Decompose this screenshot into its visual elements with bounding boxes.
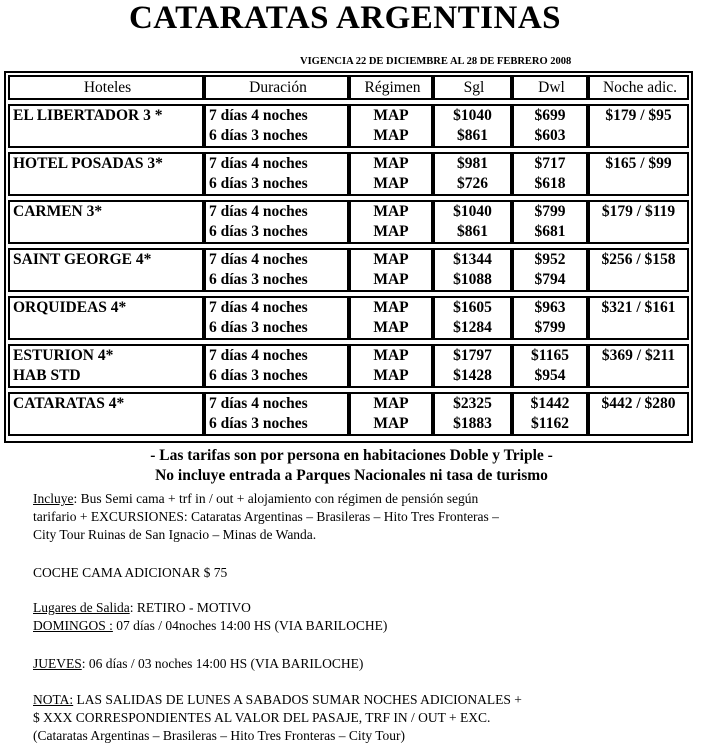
sgl-cell-line-1: $2325 — [453, 395, 492, 412]
dwl-cell-line-2: $681 — [534, 223, 566, 240]
dwl-cell — [512, 344, 588, 388]
dwl-cell-line-1: $699 — [534, 107, 566, 124]
regimen-cell-line-1: MAP — [373, 155, 409, 172]
dwl-cell-line-1: $963 — [534, 299, 566, 316]
dwl-cell-line-1: $717 — [534, 155, 566, 172]
regimen-cell-line-2: MAP — [373, 271, 409, 288]
noche-value: $256 / $158 — [601, 251, 676, 268]
hotel-cell-line-1: CARMEN 3* — [13, 203, 103, 220]
noche-value: $179 / $119 — [601, 203, 676, 220]
page-title: CATARATAS ARGENTINAS — [128, 0, 562, 36]
noche-value: $179 / $95 — [605, 107, 672, 124]
dwl-cell — [512, 104, 588, 148]
sgl-cell — [433, 104, 512, 148]
hotel-cell-line-1: EL LIBERTADOR 3 * — [13, 107, 163, 124]
sgl-cell-line-1: $1797 — [453, 347, 492, 364]
incluye-text-1: : Bus Semi cama + trf in / out + alojamiento con régimen de pensión según — [73, 491, 479, 506]
sgl-cell-line-1: $1605 — [453, 299, 492, 316]
sgl-cell-line-1: $981 — [457, 155, 488, 172]
sgl-cell — [433, 296, 512, 340]
duracion-cell — [204, 392, 349, 436]
sgl-cell — [433, 392, 512, 436]
nota-text-2: $ XXX CORRESPONDIENTES AL VALOR DEL PASAJE, TRF IN / OUT + EXC. — [33, 710, 491, 725]
sgl-cell — [433, 248, 512, 292]
regimen-cell-line-1: MAP — [373, 395, 409, 412]
duracion-cell-line-2: 6 días 3 noches — [209, 175, 308, 192]
hotel-cell — [8, 248, 204, 292]
sgl-cell — [433, 152, 512, 196]
domingos-text: 07 días / 04noches 14:00 HS (VIA BARILOCHE) — [112, 618, 388, 633]
duracion-cell-line-2: 6 días 3 noches — [209, 271, 308, 288]
noche-cell — [588, 296, 689, 340]
jueves-label: JUEVES — [33, 656, 82, 671]
incluye-block — [33, 490, 499, 544]
duracion-cell-line-1: 7 días 4 noches — [209, 251, 308, 268]
duracion-cell-line-2: 6 días 3 noches — [209, 319, 308, 336]
col-header-sgl: Sgl — [433, 75, 512, 100]
dwl-cell-line-2: $799 — [534, 319, 566, 336]
table-row — [8, 392, 689, 436]
duracion-cell — [204, 104, 349, 148]
nota-text-1: LAS SALIDAS DE LUNES A SABADOS SUMAR NOCHES ADICIONALES + — [73, 692, 522, 707]
salidas-block — [33, 599, 387, 635]
col-header-hoteles: Hoteles — [8, 75, 204, 100]
table-header-row — [8, 75, 689, 100]
regimen-cell — [349, 344, 433, 388]
hotel-cell — [8, 152, 204, 196]
col-header-regimen: Régimen — [349, 75, 433, 100]
hotel-cell — [8, 104, 204, 148]
noche-cell — [588, 392, 689, 436]
regimen-cell-line-2: MAP — [373, 319, 409, 336]
sgl-cell-line-2: $1284 — [453, 319, 492, 336]
hotel-cell-line-2: HAB STD — [13, 367, 81, 384]
notes-section — [0, 446, 703, 486]
regimen-cell-line-1: MAP — [373, 251, 409, 268]
duracion-cell-line-1: 7 días 4 noches — [209, 155, 308, 172]
dwl-cell-line-1: $952 — [534, 251, 566, 268]
dwl-cell — [512, 296, 588, 340]
jueves-line — [33, 655, 363, 673]
table-row — [8, 104, 689, 148]
dwl-cell-line-2: $1162 — [531, 415, 569, 432]
lugares-label: Lugares de Salida — [33, 600, 130, 615]
col-header-duracion: Duración — [204, 75, 349, 100]
hotel-cell-line-1: HOTEL POSADAS 3* — [13, 155, 163, 172]
noche-cell — [588, 152, 689, 196]
lugares-text: : RETIRO - MOTIVO — [129, 600, 251, 615]
duracion-cell-line-2: 6 días 3 noches — [209, 367, 308, 384]
regimen-cell-line-1: MAP — [373, 347, 409, 364]
hotel-cell-line-2 — [13, 174, 202, 194]
sgl-cell-line-1: $1040 — [453, 203, 492, 220]
hotel-cell-line-2 — [13, 318, 202, 338]
incluye-label: Incluye — [33, 491, 74, 506]
noche-cell — [588, 200, 689, 244]
regimen-cell — [349, 248, 433, 292]
regimen-cell-line-2: MAP — [373, 367, 409, 384]
dwl-cell-line-2: $794 — [534, 271, 566, 288]
duracion-cell — [204, 344, 349, 388]
hotel-cell-line-1: ORQUIDEAS 4* — [13, 299, 127, 316]
dwl-cell-line-2: $954 — [534, 367, 566, 384]
regimen-cell — [349, 200, 433, 244]
noche-cell — [588, 344, 689, 388]
dwl-cell — [512, 200, 588, 244]
duracion-cell-line-1: 7 días 4 noches — [209, 395, 308, 412]
duracion-cell — [204, 200, 349, 244]
regimen-cell — [349, 296, 433, 340]
table-row — [8, 248, 689, 292]
domingos-label: DOMINGOS : — [33, 618, 113, 633]
duracion-cell-line-2: 6 días 3 noches — [209, 415, 308, 432]
duracion-cell-line-1: 7 días 4 noches — [209, 107, 308, 124]
sgl-cell-line-2: $726 — [457, 175, 488, 192]
hotel-cell — [8, 344, 204, 388]
nota-label: NOTA: — [33, 692, 74, 707]
incluye-text-3: City Tour Ruinas de San Ignacio – Minas de Wanda. — [33, 527, 317, 542]
jueves-text: : 06 días / 03 noches 14:00 HS (VIA BARILOCHE) — [81, 656, 364, 671]
note-line-2: No incluye entrada a Parques Nacionales ni tasa de turismo — [155, 467, 548, 484]
regimen-cell-line-1: MAP — [373, 107, 409, 124]
noche-value: $321 / $161 — [601, 299, 676, 316]
table-row — [8, 344, 689, 388]
regimen-cell-line-2: MAP — [373, 415, 409, 432]
regimen-cell-line-1: MAP — [373, 299, 409, 316]
rates-table — [8, 75, 689, 436]
noche-cell — [588, 248, 689, 292]
duracion-cell-line-1: 7 días 4 noches — [209, 203, 308, 220]
hotel-cell — [8, 296, 204, 340]
regimen-cell — [349, 392, 433, 436]
sgl-cell-line-1: $1344 — [453, 251, 492, 268]
coche-cama: COCHE CAMA ADICIONAR $ 75 — [33, 565, 228, 580]
hotel-cell-line-2 — [13, 270, 202, 290]
sgl-cell-line-2: $1428 — [453, 367, 492, 384]
note-line-1: - Las tarifas son por persona en habitaciones Doble y Triple - — [150, 447, 553, 464]
dwl-cell-line-1: $1165 — [531, 347, 569, 364]
hotel-cell — [8, 200, 204, 244]
duracion-cell-line-1: 7 días 4 noches — [209, 347, 308, 364]
regimen-cell-line-2: MAP — [373, 175, 409, 192]
hotel-cell-line-1: CATARATAS 4* — [13, 395, 125, 412]
validity-period: VIGENCIA 22 DE DICIEMBRE AL 28 DE FEBRERO 2008 — [300, 56, 572, 67]
sgl-cell — [433, 200, 512, 244]
hotel-cell-line-1: SAINT GEORGE 4* — [13, 251, 152, 268]
sgl-cell-line-2: $861 — [457, 127, 488, 144]
hotel-cell-line-1: ESTURION 4* — [13, 347, 114, 364]
duracion-cell-line-2: 6 días 3 noches — [209, 223, 308, 240]
table-row — [8, 200, 689, 244]
duracion-cell-line-1: 7 días 4 noches — [209, 299, 308, 316]
noche-value: $165 / $99 — [605, 155, 672, 172]
sgl-cell-line-1: $1040 — [453, 107, 492, 124]
incluye-text-2: tarifario + EXCURSIONES: Cataratas Argentinas – Brasileras – Hito Tres Fronteras – — [33, 509, 499, 524]
duracion-cell — [204, 152, 349, 196]
table-row — [8, 296, 689, 340]
regimen-cell-line-2: MAP — [373, 223, 409, 240]
regimen-cell — [349, 152, 433, 196]
col-header-dwl: Dwl — [512, 75, 588, 100]
dwl-cell — [512, 152, 588, 196]
duracion-cell-line-2: 6 días 3 noches — [209, 127, 308, 144]
sgl-cell-line-2: $1088 — [453, 271, 492, 288]
duracion-cell — [204, 296, 349, 340]
hotel-cell-line-2 — [13, 126, 202, 146]
sgl-cell-line-2: $1883 — [453, 415, 492, 432]
noche-value: $369 / $211 — [601, 347, 676, 364]
sgl-cell — [433, 344, 512, 388]
nota-block — [33, 691, 522, 745]
noche-value: $442 / $280 — [601, 395, 676, 412]
regimen-cell-line-1: MAP — [373, 203, 409, 220]
duracion-cell — [204, 248, 349, 292]
col-header-noche: Noche adic. — [588, 75, 689, 100]
regimen-cell — [349, 104, 433, 148]
noche-cell — [588, 104, 689, 148]
hotel-cell — [8, 392, 204, 436]
hotel-cell-line-2 — [13, 222, 202, 242]
regimen-cell-line-2: MAP — [373, 127, 409, 144]
table-row — [8, 152, 689, 196]
dwl-cell — [512, 248, 588, 292]
dwl-cell-line-1: $799 — [534, 203, 566, 220]
dwl-cell-line-2: $618 — [534, 175, 566, 192]
hotel-cell-line-2 — [13, 414, 202, 434]
dwl-cell-line-1: $1442 — [530, 395, 570, 412]
nota-text-3: (Cataratas Argentinas – Brasileras – Hito Tres Fronteras – City Tour) — [33, 728, 406, 743]
dwl-cell-line-2: $603 — [534, 127, 566, 144]
dwl-cell — [512, 392, 588, 436]
sgl-cell-line-2: $861 — [457, 223, 488, 240]
